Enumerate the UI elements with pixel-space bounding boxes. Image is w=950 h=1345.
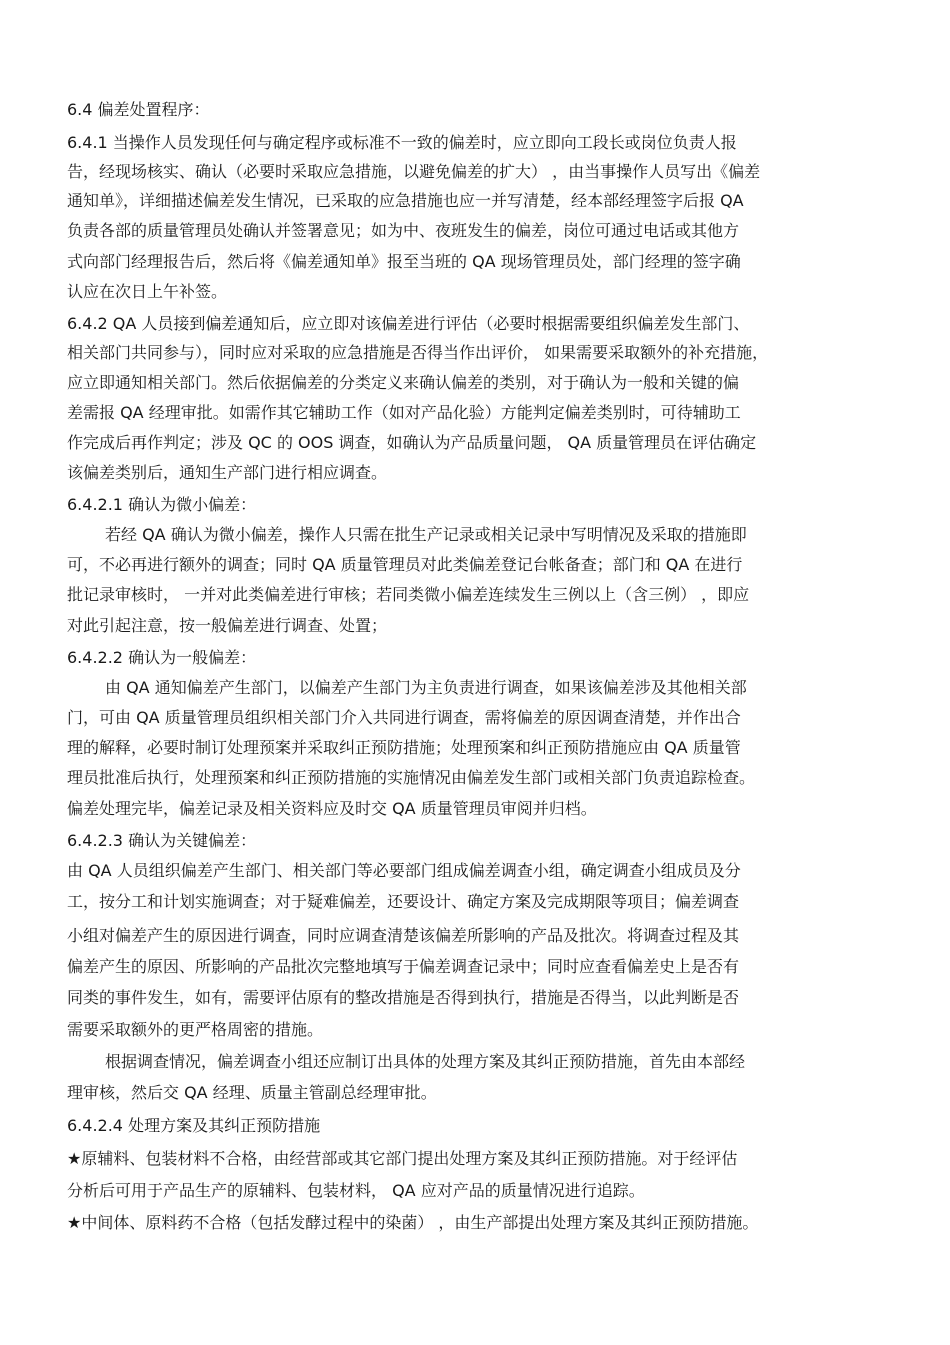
section-heading-6-4-2-2: 6.4.2.2 确认为一般偏差： — [67, 648, 257, 667]
paragraph-line: 分析后可用于产品生产的原辅料、包装材料， QA 应对产品的质量情况进行追踪。 — [67, 1181, 645, 1200]
paragraph-line: 可，不必再进行额外的调查；同时 QA 质量管理员对此类偏差登记台帐备查；部门和 QA 在进行 — [67, 555, 743, 574]
section-heading-6-4-2-4: 6.4.2.4 处理方案及其纠正预防措施 — [67, 1116, 321, 1135]
paragraph-line: 偏差产生的原因、所影响的产品批次完整地填写于偏差调查记录中；同时应查看偏差史上是否有 — [67, 957, 740, 976]
paragraph-line: 告，经现场核实、确认（必要时采取应急措施，以避免偏差的扩大） ，由当事操作人员写出《偏差 — [67, 162, 761, 181]
paragraph-line: 6.4.1 当操作人员发现任何与确定程序或标准不一致的偏差时，应立即向工段长或岗位负责人报 — [67, 133, 737, 152]
bullet-item: ★原辅料、包装材料不合格，由经营部或其它部门提出处理方案及其纠正预防措施。对于经评估 — [67, 1149, 738, 1168]
bullet-item: ★中间体、原料药不合格（包括发酵过程中的染菌） ，由生产部提出处理方案及其纠正预防措施。 — [67, 1213, 759, 1232]
paragraph-line: 偏差处理完毕，偏差记录及相关资料应及时交 QA 质量管理员审阅并归档。 — [67, 799, 597, 818]
paragraph-line: 需要采取额外的更严格周密的措施。 — [67, 1020, 324, 1039]
paragraph-line: 6.4.2 QA 人员接到偏差通知后，应立即对该偏差进行评估（必要时根据需要组织偏差发生部门、 — [67, 314, 750, 333]
paragraph-line: 根据调查情况，偏差调查小组还应制订出具体的处理方案及其纠正预防措施，首先由本部经 — [105, 1052, 746, 1071]
paragraph-line: 门，可由 QA 质量管理员组织相关部门介入共同进行调查，需将偏差的原因调查清楚，并作出合 — [67, 708, 741, 727]
paragraph-line: 理审核，然后交 QA 经理、质量主管副总经理审批。 — [67, 1083, 437, 1102]
section-heading-6-4-2-3: 6.4.2.3 确认为关键偏差： — [67, 831, 257, 850]
paragraph-line: 作完成后再作判定；涉及 QC 的 OOS 调查，如确认为产品质量问题， QA 质量管理员在评估确定 — [67, 433, 757, 452]
paragraph-line: 小组对偏差产生的原因进行调查，同时应调查清楚该偏差所影响的产品及批次。将调查过程及其 — [67, 926, 740, 945]
section-heading-6-4-2-1: 6.4.2.1 确认为微小偏差： — [67, 495, 257, 514]
paragraph-line: 理员批准后执行，处理预案和纠正预防措施的实施情况由偏差发生部门或相关部门负责追踪检查。 — [67, 768, 756, 787]
paragraph-line: 该偏差类别后，通知生产部门进行相应调查。 — [67, 463, 388, 482]
paragraph-line: 若经 QA 确认为微小偏差，操作人只需在批生产记录或相关记录中写明情况及采取的措施即 — [105, 525, 747, 544]
paragraph-line: 理的解释，必要时制订处理预案并采取纠正预防措施；处理预案和纠正预防措施应由 QA 质量管 — [67, 738, 741, 757]
paragraph-line: 同类的事件发生，如有，需要评估原有的整改措施是否得到执行，措施是否得当，以此判断是否 — [67, 988, 740, 1007]
paragraph-line: 负责各部的质量管理员处确认并签署意见；如为中、夜班发生的偏差，岗位可通过电话或其他方 — [67, 221, 740, 240]
paragraph-line: 通知单》，详细描述偏差发生情况，已采取的应急措施也应一并写清楚，经本部经理签字后报 QA — [67, 191, 744, 210]
paragraph-line: 工，按分工和计划实施调查；对于疑难偏差，还要设计、确定方案及完成期限等项目；偏差调查 — [67, 892, 740, 911]
paragraph-line: 批记录审核时， 一并对此类偏差进行审核；若同类微小偏差连续发生三例以上（含三例） ，即应 — [67, 585, 750, 604]
section-heading-6-4: 6.4 偏差处置程序： — [67, 100, 210, 119]
paragraph-line: 应立即通知相关部门。然后依据偏差的分类定义来确认偏差的类别，对于确认为一般和关键的偏 — [67, 373, 740, 392]
paragraph-line: 对此引起注意，按一般偏差进行调查、处置； — [67, 616, 388, 635]
paragraph-line: 由 QA 人员组织偏差产生部门、相关部门等必要部门组成偏差调查小组，确定调查小组成员及分 — [67, 861, 741, 880]
paragraph-line: 差需报 QA 经理审批。如需作其它辅助工作（如对产品化验）方能判定偏差类别时，可待辅助工 — [67, 403, 741, 422]
paragraph-line: 由 QA 通知偏差产生部门，以偏差产生部门为主负责进行调查，如果该偏差涉及其他相关部 — [105, 678, 747, 697]
paragraph-line: 相关部门共同参与），同时应对采取的应急措施是否得当作出评价， 如果需要采取额外的补充措施， — [67, 343, 769, 362]
paragraph-line: 认应在次日上午补签。 — [67, 282, 228, 301]
paragraph-line: 式向部门经理报告后，然后将《偏差通知单》报至当班的 QA 现场管理员处，部门经理的签字确 — [67, 252, 741, 271]
